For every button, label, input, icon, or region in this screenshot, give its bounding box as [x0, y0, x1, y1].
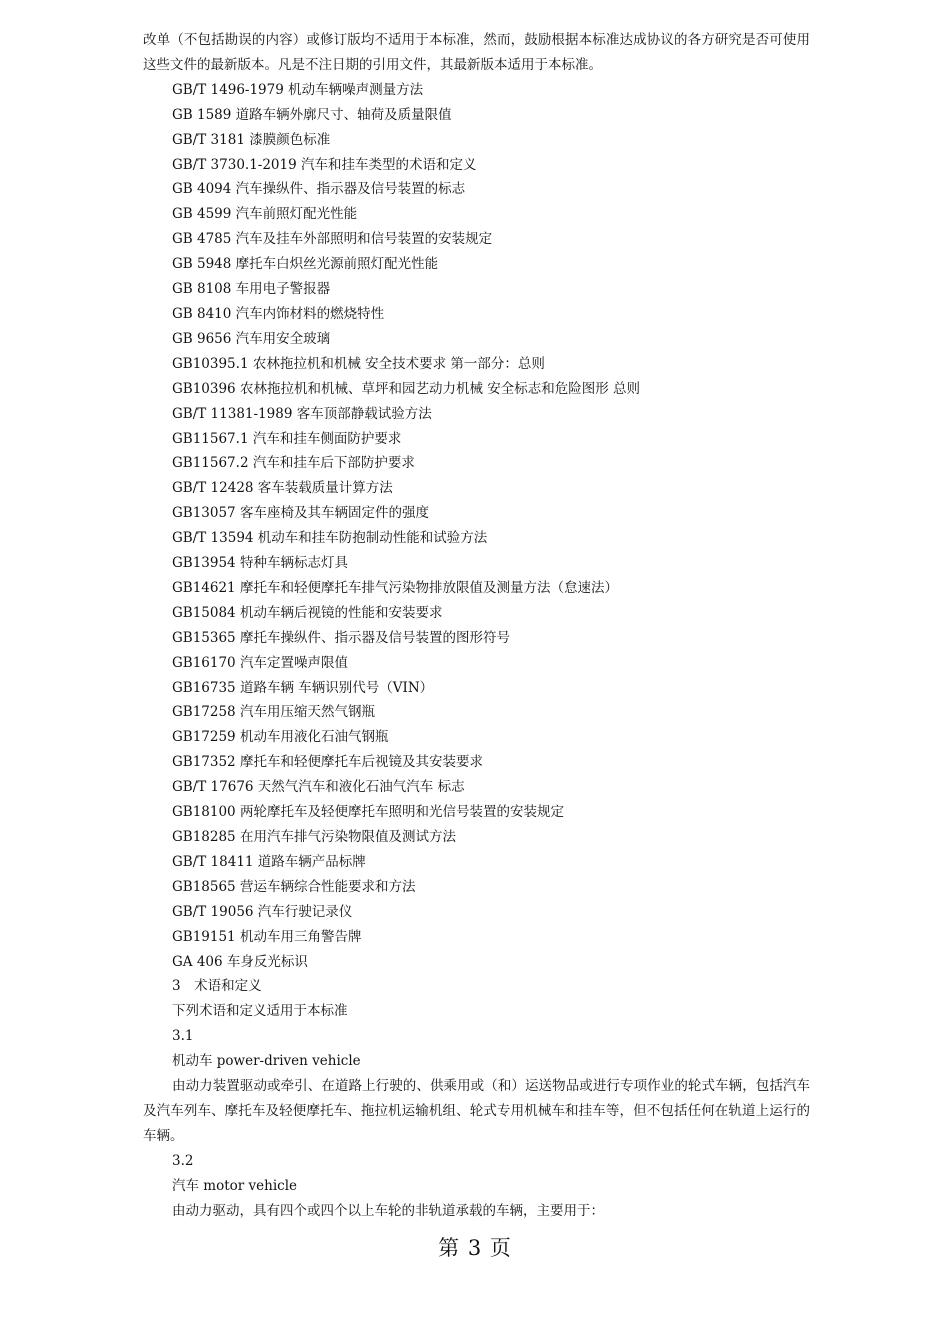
reference-item: GB/T 1496-1979 机动车辆噪声测量方法 — [172, 81, 424, 98]
reference-item: GB15084 机动车辆后视镜的性能和安装要求 — [172, 604, 443, 621]
reference-item: GB13057 客车座椅及其车辆固定件的强度 — [172, 505, 429, 522]
reference-item: GB 8108 车用电子警报器 — [172, 281, 331, 298]
reference-item: GB/T 18411 道路车辆产品标牌 — [172, 853, 366, 870]
reference-item: GB/T 3730.1-2019 汽车和挂车类型的术语和定义 — [172, 156, 477, 173]
reference-item: GB/T 19056 汽车行驶记录仪 — [172, 903, 353, 920]
term-number: 3.1 — [172, 1028, 194, 1045]
section-heading: 3 术语和定义 — [172, 978, 262, 995]
term-title: 汽车 motor vehicle — [172, 1177, 298, 1194]
term-number: 3.2 — [172, 1152, 194, 1169]
reference-item: GB17352 摩托车和轻便摩托车后视镜及其安装要求 — [172, 754, 483, 771]
reference-item: GB13954 特种车辆标志灯具 — [172, 555, 348, 572]
reference-item: GB 4094 汽车操纵件、指示器及信号装置的标志 — [172, 181, 466, 198]
reference-item: GB 1589 道路车辆外廓尺寸、轴荷及质量限值 — [172, 106, 452, 123]
reference-item: GB15365 摩托车操纵件、指示器及信号装置的图形符号 — [172, 629, 510, 646]
reference-item: GB16170 汽车定置噪声限值 — [172, 654, 348, 671]
reference-item: GB/T 17676 天然气汽车和液化石油气汽车 标志 — [172, 779, 465, 796]
reference-item: GB14621 摩托车和轻便摩托车排气污染物排放限值及测量方法（怠速法） — [172, 579, 618, 596]
reference-item: GB 8410 汽车内饰材料的燃烧特性 — [172, 305, 385, 322]
reference-item: GB/T 12428 客车装载质量计算方法 — [172, 480, 393, 497]
reference-item: GB17259 机动车用液化石油气钢瓶 — [172, 729, 389, 746]
term-definition: 由动力驱动，具有四个或四个以上车轮的非轨道承载的车辆，主要用于： — [172, 1202, 604, 1219]
reference-item: GB19151 机动车用三角警告牌 — [172, 928, 362, 945]
page-content — [143, 28, 810, 1224]
reference-item: GB18565 营运车辆综合性能要求和方法 — [172, 878, 416, 895]
reference-item: GB 4599 汽车前照灯配光性能 — [172, 206, 358, 223]
reference-item: GB16735 道路车辆 车辆识别代号（VIN） — [172, 679, 434, 696]
intro-paragraph: 改单（不包括勘误的内容）或修订版均不适用于本标准，然而，鼓励根据本标准达成协议的各方研究是否可使用这些文件的最新版本。凡是不注日期的引用文件，其最新版本适用于本标准。 — [143, 32, 810, 73]
term-title: 机动车 power-driven vehicle — [172, 1053, 361, 1070]
reference-item: GB10395.1 农林拖拉机和机械 安全技术要求 第一部分：总则 — [172, 355, 545, 372]
reference-item: GB/T 13594 机动车和挂车防抱制动性能和试验方法 — [172, 530, 488, 547]
reference-item: GA 406 车身反光标识 — [172, 953, 308, 970]
reference-item: GB11567.2 汽车和挂车后下部防护要求 — [172, 455, 415, 472]
reference-item: GB 9656 汽车用安全玻璃 — [172, 330, 331, 347]
reference-item: GB/T 3181 漆膜颜色标准 — [172, 131, 331, 148]
reference-item: GB 4785 汽车及挂车外部照明和信号装置的安装规定 — [172, 231, 493, 248]
reference-item: GB11567.1 汽车和挂车侧面防护要求 — [172, 430, 402, 447]
page-number: 第 3 页 — [438, 1236, 512, 1260]
reference-item: GB18285 在用汽车排气污染物限值及测试方法 — [172, 829, 456, 845]
reference-item: GB10396 农林拖拉机和机械、草坪和园艺动力机械 安全标志和危险图形 总则 — [172, 380, 641, 397]
normative-references-list — [143, 78, 810, 975]
section-intro: 下列术语和定义适用于本标准 — [172, 1003, 348, 1020]
reference-item: GB 5948 摩托车白炽丝光源前照灯配光性能 — [172, 256, 439, 273]
reference-item: GB18100 两轮摩托车及轻便摩托车照明和光信号装置的安装规定 — [172, 804, 564, 821]
reference-item: GB/T 11381-1989 客车顶部静载试验方法 — [172, 405, 432, 422]
reference-item: GB17258 汽车用压缩天然气钢瓶 — [172, 704, 375, 721]
term-definition: 由动力装置驱动或牵引、在道路上行驶的、供乘用或（和）运送物品或进行专项作业的轮式车辆，包括汽车及汽车列车、摩托车及轻便摩托车、拖拉机运输机组、轮式专用机械车和挂车等，但不包括任何在轨道上运行的车辆。 — [143, 1078, 810, 1144]
